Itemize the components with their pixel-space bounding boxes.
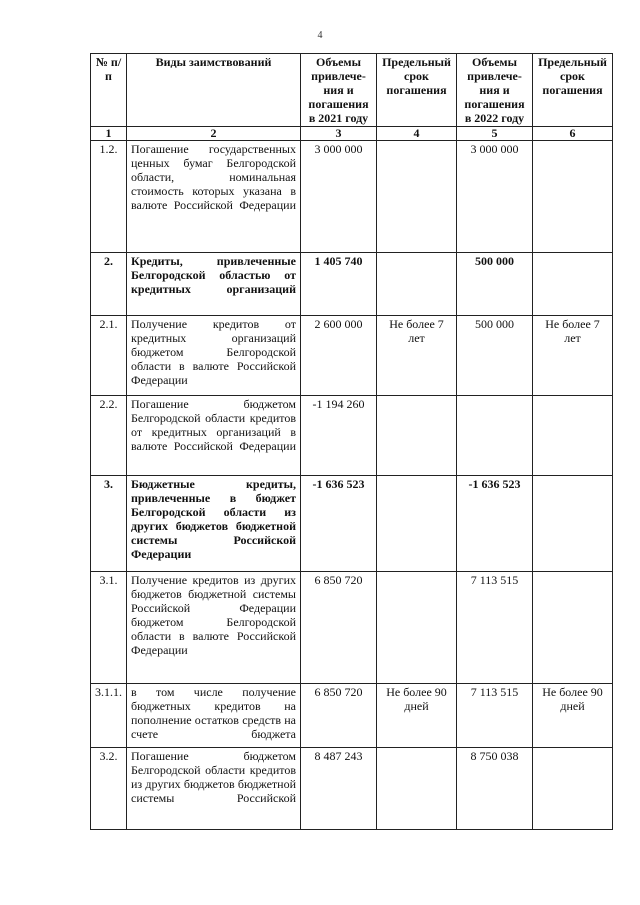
row-term-2021 [377, 253, 457, 316]
table-row [91, 396, 613, 476]
row-volume-2022: 8 750 038 [457, 748, 533, 830]
row-number: 3. [91, 476, 127, 572]
row-volume-2021: -1 194 260 [301, 396, 377, 476]
row-volume-2022 [457, 396, 533, 476]
row-number: 2.1. [91, 316, 127, 396]
row-number: 3.1. [91, 572, 127, 684]
row-term-2022: Не более 90 дней [533, 684, 613, 748]
row-description: Получение кредитов от кредитных организаций бюджетом Белгородской области в валюте Российской Федерации [127, 316, 301, 396]
row-volume-2022: 500 000 [457, 253, 533, 316]
row-number: 2.2. [91, 396, 127, 476]
row-number: 3.2. [91, 748, 127, 830]
row-term-2021 [377, 396, 457, 476]
table-row [91, 253, 613, 316]
row-number: 2. [91, 253, 127, 316]
table-row [91, 572, 613, 684]
row-volume-2021: 8 487 243 [301, 748, 377, 830]
row-description: Получение кредитов из других бюджетов бюджетной системы Российской Федерации бюджетом Белгородской области в валюте Российской Федерации [127, 572, 301, 684]
row-term-2021 [377, 748, 457, 830]
row-term-2022: Не более 7 лет [533, 316, 613, 396]
row-volume-2021: 6 850 720 [301, 572, 377, 684]
row-description: Погашение государственных ценных бумаг Белгородской области, номинальная стоимость которых указана в валюте Российской Федерации [127, 141, 301, 253]
table-row [91, 748, 613, 830]
row-term-2022 [533, 253, 613, 316]
column-number: 5 [457, 127, 533, 141]
row-description: Погашение бюджетом Белгородской области кредитов от кредитных организаций в валюте Российской Федерации [127, 396, 301, 476]
row-term-2021 [377, 141, 457, 253]
table-row [91, 684, 613, 748]
column-number: 6 [533, 127, 613, 141]
row-term-2022 [533, 141, 613, 253]
column-number: 2 [127, 127, 301, 141]
row-term-2022 [533, 396, 613, 476]
row-term-2021: Не более 90 дней [377, 684, 457, 748]
page-number: 4 [317, 30, 323, 41]
table-row [91, 316, 613, 396]
row-number: 1.2. [91, 141, 127, 253]
row-description: Кредиты, привлеченные Белгородской областью от кредитных организаций [127, 253, 301, 316]
row-number: 3.1.1. [91, 684, 127, 748]
row-term-2021: Не более 7 лет [377, 316, 457, 396]
row-term-2021 [377, 476, 457, 572]
header-num: № п/п [91, 54, 127, 127]
header-borrowing-type: Виды заимствований [127, 54, 301, 127]
header-term-2022: Предельный срок погашения [533, 54, 613, 127]
row-volume-2022: 7 113 515 [457, 684, 533, 748]
borrowings-table [90, 53, 613, 830]
row-volume-2021: 1 405 740 [301, 253, 377, 316]
row-volume-2021: 6 850 720 [301, 684, 377, 748]
column-number: 3 [301, 127, 377, 141]
header-volume-2021: Объемы привлече-ния и погашения в 2021 году [301, 54, 377, 127]
column-number: 4 [377, 127, 457, 141]
header-term-2021: Предельный срок погашения [377, 54, 457, 127]
header-volume-2022: Объемы привлече-ния и погашения в 2022 году [457, 54, 533, 127]
row-volume-2022: -1 636 523 [457, 476, 533, 572]
row-description: Бюджетные кредиты, привлеченные в бюджет Белгородской области из других бюджетов бюджетной системы Российской Федерации [127, 476, 301, 572]
row-volume-2022: 3 000 000 [457, 141, 533, 253]
row-volume-2021: 2 600 000 [301, 316, 377, 396]
row-volume-2021: 3 000 000 [301, 141, 377, 253]
column-numbers-row [91, 127, 613, 141]
row-description: Погашение бюджетом Белгородской области кредитов из других бюджетов бюджетной системы Российской [127, 748, 301, 830]
row-description: в том числе получение бюджетных кредитов на пополнение остатков средств на счете бюджета [127, 684, 301, 748]
row-volume-2022: 7 113 515 [457, 572, 533, 684]
row-term-2021 [377, 572, 457, 684]
table-row [91, 476, 613, 572]
row-term-2022 [533, 748, 613, 830]
row-volume-2022: 500 000 [457, 316, 533, 396]
row-term-2022 [533, 572, 613, 684]
row-term-2022 [533, 476, 613, 572]
row-volume-2021: -1 636 523 [301, 476, 377, 572]
table-header-row [91, 54, 613, 127]
table-row [91, 141, 613, 253]
column-number: 1 [91, 127, 127, 141]
